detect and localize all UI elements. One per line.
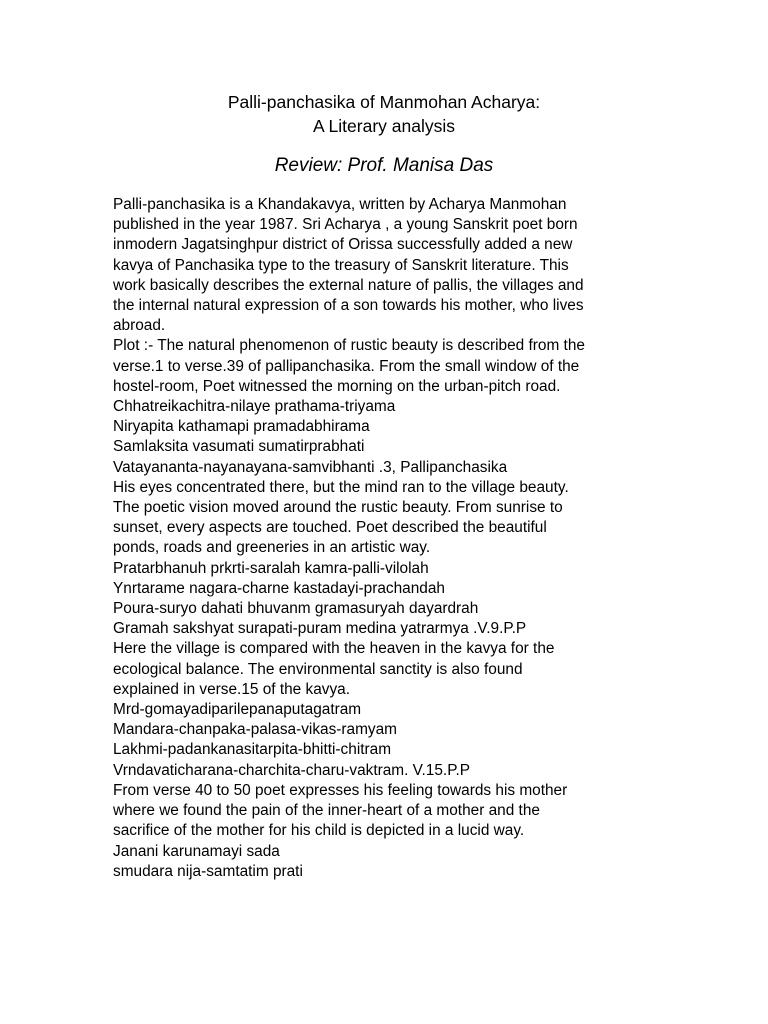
text-line: sacrifice of the mother for his child is depicted in a lucid way.: [113, 822, 525, 840]
verse-line: Vrndavaticharana-charchita-charu-vaktram. V.15.P.P: [113, 761, 471, 779]
text-line: inmodern Jagatsinghpur district of Orissa successfully added a new: [113, 236, 573, 254]
text-line: Here the village is compared with the heaven in the kavya for the: [113, 640, 555, 658]
text-line: ponds, roads and greeneries in an artistic way.: [113, 539, 431, 557]
verse-line: Mandara-chanpaka-palasa-vikas-ramyam: [113, 721, 397, 739]
verse-line: Ynrtarame nagara-charne kastadayi-prachandah: [113, 579, 445, 597]
text-line: kavya of Panchasika type to the treasury of Sanskrit literature. This: [113, 256, 569, 274]
body-text: [113, 195, 673, 882]
text-line: Palli-panchasika is a Khandakavya, written by Acharya Manmohan: [113, 196, 567, 213]
verse-line: Niryapita kathamapi pramadabhirama: [113, 418, 370, 436]
verse-line: smudara nija-samtatim prati: [113, 862, 303, 880]
verse-line: Poura-suryo dahati bhuvanm gramasuryah dayardrah: [113, 600, 479, 618]
text-line: verse.1 to verse.39 of pallipanchasika. From the small window of the: [113, 357, 580, 375]
verse-line: Vatayananta-nayanayana-samvibhanti .3, Pallipanchasika: [113, 458, 508, 476]
text-line: Plot :- The natural phenomenon of rustic beauty is described from the: [113, 337, 585, 355]
text-line: abroad.: [113, 317, 166, 335]
text-line: From verse 40 to 50 poet expresses his feeling towards his mother: [113, 781, 568, 799]
text-line: hostel-room, Poet witnessed the morning on the urban-pitch road.: [113, 377, 561, 395]
text-line: explained in verse.15 of the kavya.: [113, 680, 350, 698]
verse-line: Mrd-gomayadiparilepanaputagatram: [113, 701, 362, 719]
verse-line: Samlaksita vasumati sumatirprabhati: [113, 438, 365, 456]
verse-line: Pratarbhanuh prkrti-saralah kamra-palli-vilolah: [113, 559, 429, 577]
review-byline: Review: Prof. Manisa Das: [274, 155, 494, 176]
verse-line: Gramah sakshyat surapati-puram medina yatrarmya .V.9.P.P: [113, 620, 527, 638]
text-line: sunset, every aspects are touched. Poet described the beautiful: [113, 519, 547, 537]
text-line: the internal natural expression of a son towards his mother, who lives: [113, 297, 584, 315]
text-line: His eyes concentrated there, but the mind ran to the village beauty.: [113, 478, 569, 496]
verse-line: Lakhmi-padankanasitarpita-bhitti-chitram: [113, 741, 392, 759]
verse-line: Chhatreikachitra-nilaye prathama-triyama: [113, 398, 396, 416]
text-line: work basically describes the external nature of pallis, the villages and: [113, 276, 584, 294]
text-line: where we found the pain of the inner-heart of a mother and the: [113, 802, 540, 820]
text-line: The poetic vision moved around the rustic beauty. From sunrise to: [113, 499, 563, 517]
verse-line: Janani karunamayi sada: [113, 842, 280, 860]
title-line-1: Palli-panchasika of Manmohan Acharya:: [227, 92, 541, 112]
text-line: published in the year 1987. Sri Acharya , a young Sanskrit poet born: [113, 216, 578, 234]
title-line-2: A Literary analysis: [312, 116, 455, 136]
text-line: ecological balance. The environmental sanctity is also found: [113, 660, 523, 678]
